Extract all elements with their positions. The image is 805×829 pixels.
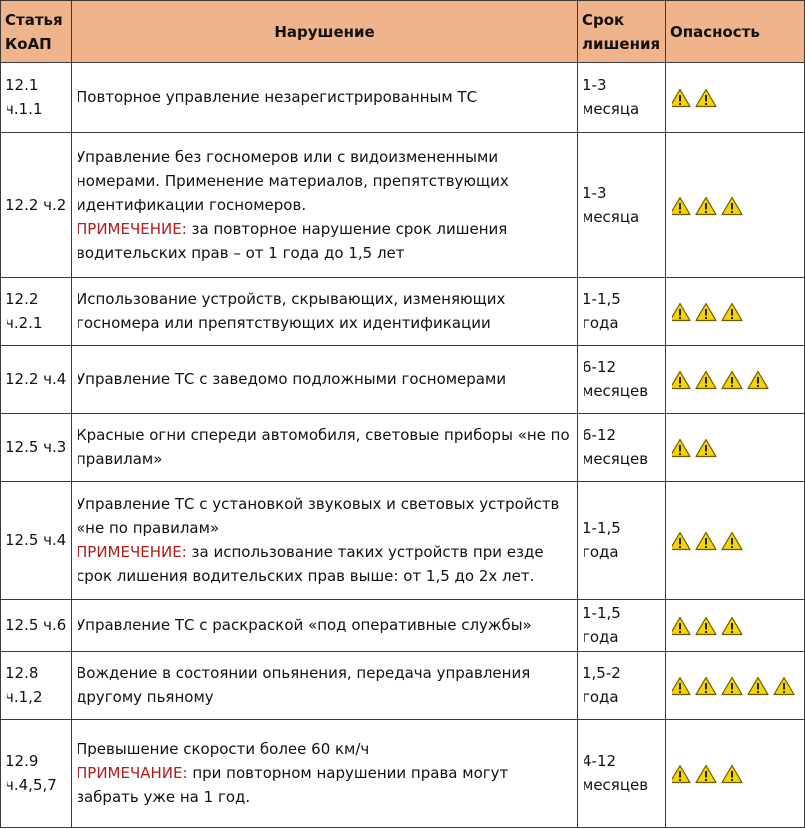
table-row <box>1 652 805 720</box>
cell-term: 6-12 месяцев <box>578 414 666 482</box>
table-row <box>1 600 805 652</box>
warning-triangle-icon <box>669 88 691 108</box>
violation-text: Вождение в состоянии опьянения, передача управления другому пьяному <box>76 664 531 706</box>
cell-violation <box>72 414 578 482</box>
table-row <box>1 720 805 828</box>
warning-triangle-icon <box>721 676 743 696</box>
warning-triangle-icon <box>695 616 717 636</box>
warning-triangle-icon <box>695 302 717 322</box>
warning-triangle-icon <box>695 370 717 390</box>
warning-triangle-icon <box>721 764 743 784</box>
cell-article: 12.2 ч.4 <box>1 346 72 414</box>
table-row <box>1 414 805 482</box>
cell-violation <box>72 63 578 133</box>
warning-triangle-icon <box>669 196 691 216</box>
violation-text: Использование устройств, скрывающих, изменяющих госномера или препятствующих их идентификации <box>76 290 506 332</box>
header-term: Срок лишения <box>578 1 666 63</box>
warning-triangle-icon <box>721 196 743 216</box>
warning-triangle-icon <box>669 302 691 322</box>
cell-term: 1-3 месяца <box>578 133 666 278</box>
warning-triangle-icon <box>695 676 717 696</box>
cell-term: 1-1,5 года <box>578 600 666 652</box>
danger-rating <box>669 616 743 636</box>
note-label: ПРИМЕЧЕНИЕ: <box>76 543 187 561</box>
warning-triangle-icon <box>695 531 717 551</box>
cell-danger <box>666 63 805 133</box>
table-row <box>1 346 805 414</box>
cell-article: 12.2 ч.2 <box>1 133 72 278</box>
cell-violation <box>72 482 578 600</box>
header-article: Статья КоАП <box>1 1 72 63</box>
header-violation: Нарушение <box>72 1 578 63</box>
danger-rating <box>669 531 743 551</box>
table-row <box>1 133 805 278</box>
cell-article: 12.8 ч.1,2 <box>1 652 72 720</box>
warning-triangle-icon <box>695 88 717 108</box>
warning-triangle-icon <box>721 302 743 322</box>
cell-article: 12.5 ч.6 <box>1 600 72 652</box>
warning-triangle-icon <box>721 370 743 390</box>
warning-triangle-icon <box>721 531 743 551</box>
violation-text: Управление ТС с заведомо подложными госномерами <box>76 370 507 388</box>
warning-triangle-icon <box>669 531 691 551</box>
cell-article: 12.1 ч.1.1 <box>1 63 72 133</box>
cell-danger <box>666 414 805 482</box>
warning-triangle-icon <box>669 438 691 458</box>
cell-danger <box>666 482 805 600</box>
cell-violation <box>72 133 578 278</box>
cell-danger <box>666 346 805 414</box>
note-text: при повторном нарушении права могут забрать уже на 1 год. <box>76 764 509 806</box>
danger-rating <box>669 196 743 216</box>
table-row <box>1 63 805 133</box>
danger-rating <box>669 676 795 696</box>
cell-term: 1,5-2 года <box>578 652 666 720</box>
cell-danger <box>666 600 805 652</box>
violation-text: Управление ТС с установкой звуковых и световых устройств «не по правилам» <box>76 495 560 537</box>
header-danger: Опасность <box>666 1 805 63</box>
table-header-row <box>1 1 805 63</box>
note-label: ПРИМЕЧАНИЕ: <box>76 764 188 782</box>
warning-triangle-icon <box>695 196 717 216</box>
danger-rating <box>669 88 717 108</box>
table-row <box>1 482 805 600</box>
warning-triangle-icon <box>669 370 691 390</box>
danger-rating <box>669 302 743 322</box>
cell-violation <box>72 720 578 828</box>
cell-term: 1-3 месяца <box>578 63 666 133</box>
warning-triangle-icon <box>669 616 691 636</box>
cell-article: 12.5 ч.3 <box>1 414 72 482</box>
violation-text: Управление ТС с раскраской «под оперативные службы» <box>76 616 532 634</box>
cell-article: 12.9 ч.4,5,7 <box>1 720 72 828</box>
cell-term: 6-12 месяцев <box>578 346 666 414</box>
cell-term: 1-1,5 года <box>578 278 666 346</box>
cell-danger <box>666 652 805 720</box>
warning-triangle-icon <box>695 438 717 458</box>
note-label: ПРИМЕЧЕНИЕ: <box>76 219 187 238</box>
cell-article: 12.2 ч.2.1 <box>1 278 72 346</box>
violation-text: Управление без госномеров или с видоизмененными номерами. Применение материалов, препятствующих идентификации госномеров. <box>76 147 509 214</box>
warning-triangle-icon <box>773 676 795 696</box>
table-row <box>1 278 805 346</box>
cell-danger <box>666 278 805 346</box>
cell-violation <box>72 600 578 652</box>
violation-text: Красные огни спереди автомобиля, световые приборы «не по правилам» <box>76 426 570 468</box>
cell-violation <box>72 278 578 346</box>
cell-violation <box>72 652 578 720</box>
warning-triangle-icon <box>747 676 769 696</box>
cell-term: 1-1,5 года <box>578 482 666 600</box>
danger-rating <box>669 438 717 458</box>
warning-triangle-icon <box>721 616 743 636</box>
warning-triangle-icon <box>747 370 769 390</box>
danger-rating <box>669 370 769 390</box>
warning-triangle-icon <box>669 764 691 784</box>
violation-text: Повторное управление незарегистрированным ТС <box>76 88 478 106</box>
danger-rating <box>669 764 743 784</box>
cell-danger <box>666 133 805 278</box>
warning-triangle-icon <box>695 764 717 784</box>
violation-text: Превышение скорости более 60 км/ч <box>76 740 370 758</box>
cell-term: 4-12 месяцев <box>578 720 666 828</box>
note-text: за использование таких устройств при езде срок лишения водительских прав выше: от 1,5 до 2х лет. <box>76 543 544 585</box>
cell-violation <box>72 346 578 414</box>
cell-article: 12.5 ч.4 <box>1 482 72 600</box>
cell-danger <box>666 720 805 828</box>
note-text: за повторное нарушение срок лишения водительских прав – от 1 года до 1,5 лет <box>76 219 508 262</box>
warning-triangle-icon <box>669 676 691 696</box>
